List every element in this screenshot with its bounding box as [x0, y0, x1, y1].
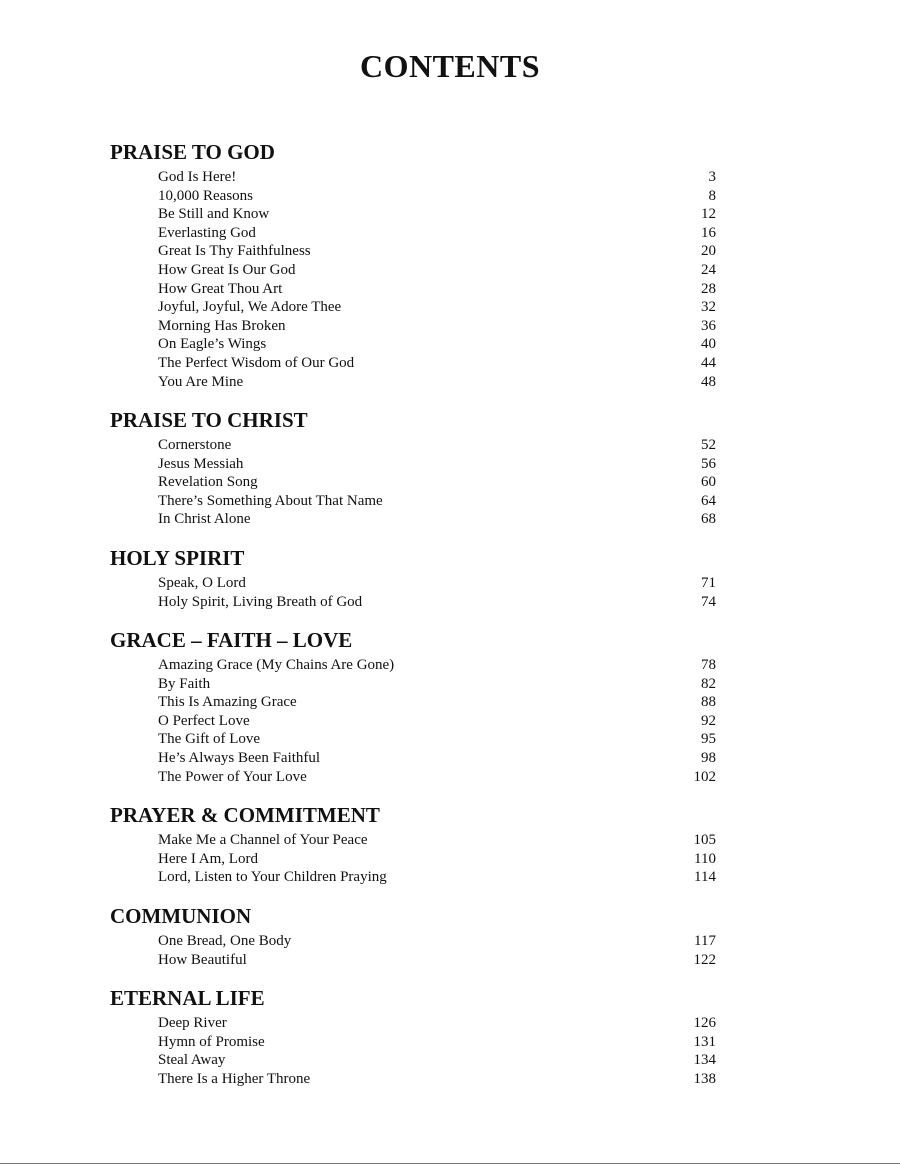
- toc-entry: [158, 187, 718, 206]
- toc-entry: [158, 693, 718, 712]
- section-heading: HOLY SPIRIT: [110, 546, 245, 570]
- entry-page-number: 36: [701, 317, 716, 334]
- entry-title: Great Is Thy Faithfulness: [158, 243, 311, 260]
- entry-page-number: 95: [701, 731, 716, 748]
- entry-page-number: 82: [701, 675, 716, 692]
- entry-title: Everlasting God: [158, 224, 256, 241]
- section-heading: PRAISE TO GOD: [110, 140, 275, 164]
- entry-page-number: 126: [693, 1015, 716, 1031]
- toc-entry: [158, 1051, 718, 1070]
- entry-page-number: 105: [693, 832, 716, 848]
- entry-page-number: 138: [693, 1070, 716, 1087]
- entry-page-number: 88: [701, 694, 716, 711]
- entry-page-number: 71: [701, 575, 716, 591]
- toc-entry: [158, 951, 718, 970]
- entry-title: The Perfect Wisdom of Our God: [158, 355, 355, 371]
- entry-page-number: 52: [701, 437, 716, 453]
- entry-page-number: 92: [701, 712, 716, 729]
- toc-entry: [158, 168, 718, 187]
- toc-entry: [158, 436, 718, 455]
- entry-title: There’s Something About That Name: [158, 492, 383, 509]
- entry-title: How Beautiful: [158, 951, 247, 968]
- entry-title: Steal Away: [158, 1052, 226, 1069]
- entry-title: Deep River: [158, 1015, 227, 1031]
- entry-title: On Eagle’s Wings: [158, 336, 267, 353]
- entry-page-number: 98: [701, 750, 716, 766]
- entry-title: Make Me a Channel of Your Peace: [158, 832, 368, 848]
- entry-page-number: 64: [701, 492, 716, 509]
- entry-title: Jesus Messiah: [158, 455, 244, 472]
- entry-title: Joyful, Joyful, We Adore Thee: [158, 299, 342, 316]
- entry-title: By Faith: [158, 675, 211, 692]
- toc-entry: [158, 768, 718, 787]
- entry-page-number: 68: [701, 511, 716, 528]
- entry-title: How Great Thou Art: [158, 280, 283, 297]
- entry-page-number: 48: [701, 373, 716, 390]
- entry-title: The Gift of Love: [158, 731, 261, 748]
- entry-page-number: 20: [701, 243, 716, 260]
- entry-page-number: 117: [694, 933, 716, 949]
- section-heading: GRACE – FAITH – LOVE: [110, 628, 353, 652]
- toc-entry: [158, 1070, 718, 1089]
- toc-entry: [158, 280, 718, 299]
- toc-entry: [158, 656, 718, 675]
- entry-page-number: 60: [701, 474, 716, 491]
- entry-title: You Are Mine: [158, 373, 244, 390]
- entry-title: Cornerstone: [158, 437, 232, 453]
- entry-page-number: 16: [701, 224, 716, 241]
- entry-title: 10,000 Reasons: [158, 187, 253, 204]
- entry-page-number: 56: [701, 455, 716, 472]
- section-heading: PRAISE TO CHRIST: [110, 408, 308, 432]
- toc-entry: [158, 593, 718, 612]
- toc-entry: [158, 205, 718, 224]
- entry-title: O Perfect Love: [158, 712, 250, 729]
- entry-page-number: 131: [693, 1033, 716, 1050]
- entry-title: God Is Here!: [158, 169, 237, 185]
- toc-entry: [158, 473, 718, 492]
- toc-entry: [158, 730, 718, 749]
- entry-title: There Is a Higher Throne: [158, 1070, 311, 1087]
- entry-page-number: 12: [701, 206, 716, 223]
- toc-entry: [158, 675, 718, 694]
- toc-entry: [158, 261, 718, 280]
- entry-title: This Is Amazing Grace: [158, 694, 297, 711]
- toc-entry: [158, 335, 718, 354]
- entry-page-number: 110: [694, 850, 716, 867]
- toc-entry: [158, 492, 718, 511]
- entry-page-number: 40: [701, 336, 716, 353]
- section-heading: ETERNAL LIFE: [110, 986, 265, 1010]
- toc-entry: [158, 831, 718, 850]
- entry-title: Here I Am, Lord: [158, 850, 258, 867]
- toc-entry: [158, 373, 718, 392]
- entry-title: Revelation Song: [158, 474, 258, 491]
- toc-entry: [158, 354, 718, 373]
- entry-title: How Great Is Our God: [158, 262, 296, 278]
- entry-title: In Christ Alone: [158, 511, 251, 528]
- toc-entry: [158, 1033, 718, 1052]
- entry-page-number: 78: [701, 657, 716, 673]
- page-title: CONTENTS: [359, 48, 541, 84]
- entry-title: Be Still and Know: [158, 206, 270, 223]
- entry-title: Amazing Grace (My Chains Are Gone): [158, 657, 395, 673]
- entry-title: One Bread, One Body: [158, 933, 292, 949]
- entry-title: The Power of Your Love: [158, 768, 307, 785]
- toc-entry: [158, 712, 718, 731]
- toc-entry: [158, 932, 718, 951]
- entry-page-number: 8: [708, 187, 716, 204]
- entry-page-number: 3: [708, 169, 716, 185]
- section-heading: COMMUNION: [110, 904, 252, 928]
- toc-entry: [158, 850, 718, 869]
- toc-entry: [158, 510, 718, 529]
- toc-entry: [158, 749, 718, 768]
- entry-page-number: 74: [701, 593, 716, 610]
- section-heading: PRAYER & COMMITMENT: [110, 803, 380, 827]
- entry-page-number: 102: [693, 768, 716, 785]
- toc-entry: [158, 298, 718, 317]
- toc-entry: [158, 317, 718, 336]
- entry-page-number: 114: [694, 869, 716, 886]
- entry-page-number: 28: [701, 280, 716, 297]
- entry-title: Lord, Listen to Your Children Praying: [158, 869, 387, 886]
- entry-title: Holy Spirit, Living Breath of God: [158, 593, 363, 610]
- toc-entry: [158, 242, 718, 261]
- entry-title: Morning Has Broken: [158, 317, 286, 334]
- entry-page-number: 44: [701, 355, 716, 371]
- toc-entry: [158, 224, 718, 243]
- entry-title: Hymn of Promise: [158, 1033, 265, 1050]
- toc-entry: [158, 455, 718, 474]
- entry-page-number: 134: [693, 1052, 716, 1069]
- toc-entry: [158, 868, 718, 887]
- toc-entry: [158, 1014, 718, 1033]
- entry-title: He’s Always Been Faithful: [158, 750, 321, 766]
- entry-title: Speak, O Lord: [158, 575, 246, 591]
- entry-page-number: 32: [701, 299, 716, 316]
- entry-page-number: 24: [701, 262, 716, 278]
- toc-entry: [158, 574, 718, 593]
- entry-page-number: 122: [693, 951, 716, 968]
